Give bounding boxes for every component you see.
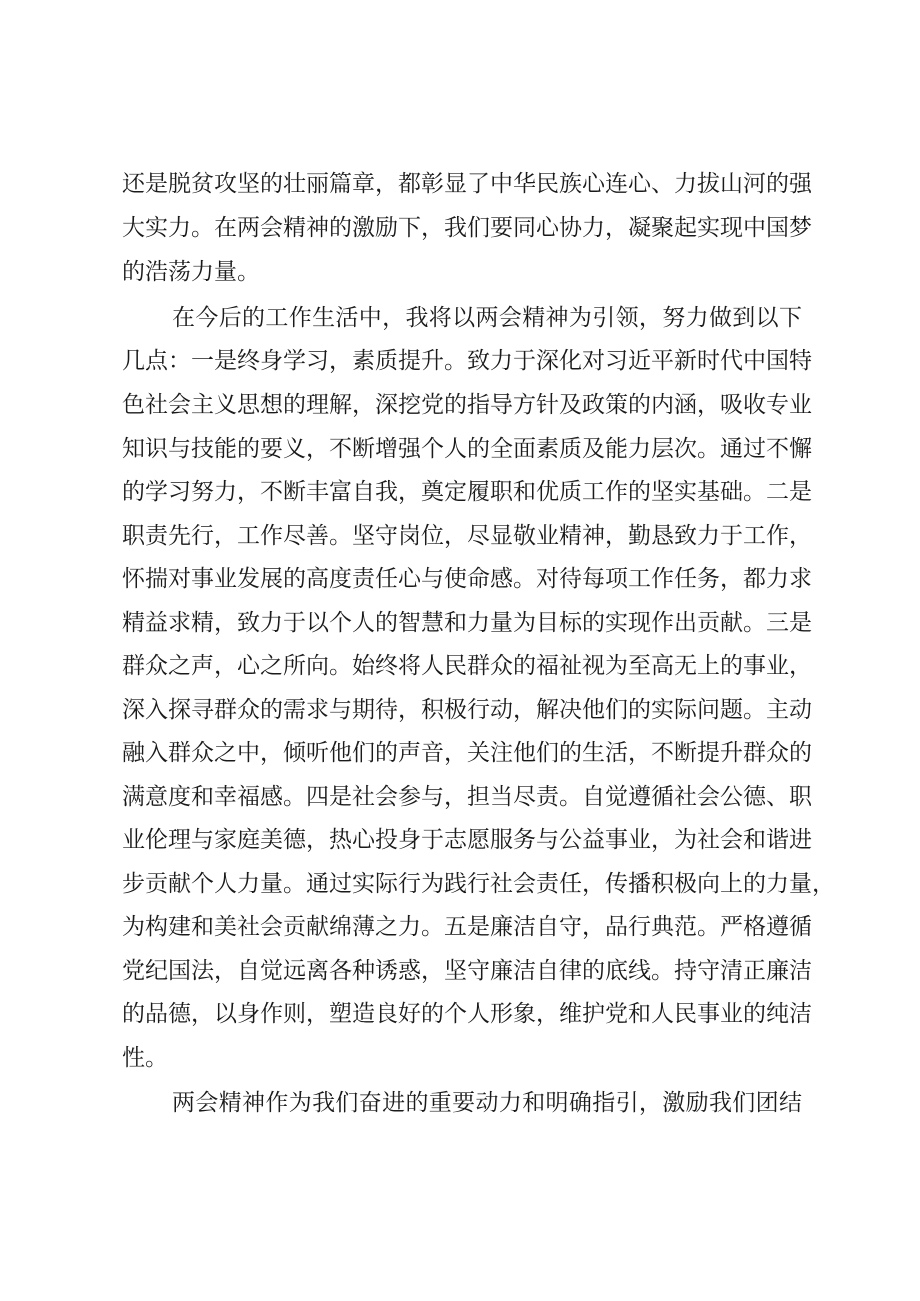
text-line: 业伦理与家庭美德，热心投身于志愿服务与公益事业，为社会和谐进 <box>122 827 812 853</box>
text-line: 在今后的工作生活中，我将以两会精神为引领，努力做到以下 <box>172 305 802 331</box>
text-line: 党纪国法，自觉远离各种诱惑，坚守廉洁自律的底线。持守清正廉洁 <box>122 958 812 984</box>
text-line: 性。 <box>122 1045 168 1071</box>
text-line: 精益求精，致力于以个人的智慧和力量为目标的实现作出贡献。三是 <box>122 610 812 636</box>
text-line: 职责先行，工作尽善。坚守岗位，尽显敬业精神，勤恳致力于工作， <box>122 523 812 549</box>
text-line: 两会精神作为我们奋进的重要动力和明确指引，激励我们团结 <box>172 1090 802 1116</box>
text-line: 色社会主义思想的理解，深挖党的指导方针及政策的内涵，吸收专业 <box>122 392 812 418</box>
text-line: 还是脱贫攻坚的壮丽篇章，都彰显了中华民族心连心、力拔山河的强 <box>122 171 812 197</box>
text-line: 融入群众之中，倾听他们的声音，关注他们的生活，不断提升群众的 <box>122 740 812 766</box>
text-line: 的浩荡力量。 <box>122 259 260 285</box>
text-line: 大实力。在两会精神的激励下，我们要同心协力，凝聚起实现中国梦 <box>122 215 812 241</box>
text-line: 的学习努力，不断丰富自我，奠定履职和优质工作的坚实基础。二是 <box>122 479 812 505</box>
text-line: 深入探寻群众的需求与期待，积极行动，解决他们的实际问题。主动 <box>122 697 812 723</box>
text-line: 为构建和美社会贡献绵薄之力。五是廉洁自守，品行典范。严格遵循 <box>122 914 812 940</box>
text-line: 步贡献个人力量。通过实际行为践行社会责任，传播积极向上的力量， <box>122 871 835 897</box>
text-line: 群众之声，心之所向。始终将人民群众的福祉视为至高无上的事业， <box>122 653 812 679</box>
text-line: 知识与技能的要义，不断增强个人的全面素质及能力层次。通过不懈 <box>122 436 812 462</box>
text-line: 满意度和幸福感。四是社会参与，担当尽责。自觉遵循社会公德、职 <box>122 784 812 810</box>
text-line: 的品德，以身作则，塑造良好的个人形象，维护党和人民事业的纯洁 <box>122 1001 812 1027</box>
text-line: 几点：一是终身学习，素质提升。致力于深化对习近平新时代中国特 <box>122 348 812 374</box>
text-line: 怀揣对事业发展的高度责任心与使命感。对待每项工作任务，都力求 <box>122 566 812 592</box>
